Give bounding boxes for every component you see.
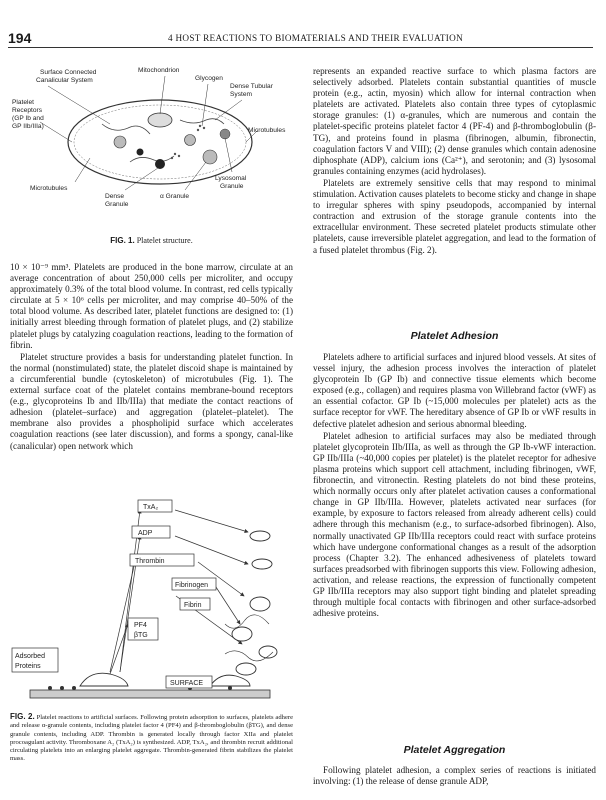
- glycogen-particle: [197, 129, 199, 131]
- label-lysosomal-granule: Granule: [220, 183, 244, 190]
- label-txa2: TxA₂: [143, 504, 159, 511]
- aggregating-platelet: [236, 663, 256, 675]
- label-gpiib: GP IIb/IIIa): [12, 123, 44, 130]
- label-fibrinogen: Fibrinogen: [175, 582, 209, 589]
- right-column-text-top: [313, 66, 596, 257]
- label-mitochondrion: Mitochondrion: [138, 67, 180, 74]
- glycogen-particle: [199, 125, 201, 127]
- adherent-platelet: [210, 675, 250, 686]
- running-head: 4 HOST REACTIONS TO BIOMATERIALS AND THEIR EVALUATION: [168, 33, 464, 43]
- label-dense-tubular: Dense Tubular: [230, 83, 273, 90]
- leader-line: [160, 76, 165, 114]
- figure-1-platelet-structure: [10, 62, 293, 220]
- label-platelet: Platelet: [12, 99, 34, 106]
- figure-2-platelet-reactions: [10, 484, 293, 709]
- dense-tubular-channel: [180, 119, 224, 124]
- body-paragraph: Platelet structure provides a basis for understanding platelet function. In the normal (nonstimulated) state, the platelet discoid shape is maintained by a circumferential bundle (cytoskeleton) of microtubules (Fig. 1). The external surface coat of the platelet contains membrane-bound receptors (e.g., glycoproteins Ib and IIb/IIIa) that mediate the contact reactions of adhesion (platelet–surface) and aggregation (platelet–platelet). The membrane also provides a phospholipid surface which accelerates coagulation reactions (see later discussion), and forms a spongy, canal-like (canalicular) open network which: [10, 351, 293, 451]
- canalicular-channel: [130, 156, 174, 162]
- adsorbed-protein: [72, 686, 76, 690]
- body-paragraph: Platelets are extremely sensitive cells that may respond to minimal stimulation. Activation causes platelets to become sticky and change in shape to irregular spheres with spiny pseudopods, accompanied by internal contraction and extrusion of the storage granule contents into the extracellular environment. These secreted platelet products stimulate other platelets, cause irreversible platelet aggregation, and lead to the formation of a fused platelet thrombus (Fig. 2).: [313, 177, 596, 255]
- alpha-granule-shape: [203, 150, 217, 164]
- label-system: System: [230, 91, 252, 98]
- page-number: 194: [8, 30, 32, 46]
- label-btg: βTG: [134, 632, 148, 639]
- label-gpib-and: (GP Ib and: [12, 115, 44, 122]
- fibrin-strand: [225, 615, 269, 628]
- adsorbed-protein: [48, 686, 52, 690]
- label-pf4: PF4: [134, 622, 147, 629]
- aggregating-platelet: [250, 597, 270, 611]
- label-microtubules-left: Microtubules: [30, 185, 68, 192]
- label-canalicular: Canalicular System: [36, 77, 93, 84]
- circulating-platelet: [252, 559, 272, 569]
- glycogen-particle: [178, 155, 180, 157]
- alpha-granule-shape: [185, 135, 196, 146]
- body-paragraph: Following platelet adhesion, a complex series of reactions is initiated involving: (1) the release of dense granule ADP,: [313, 765, 596, 787]
- section-heading-platelet-adhesion: Platelet Adhesion: [410, 330, 499, 342]
- label-proteins: Proteins: [15, 663, 41, 670]
- body-paragraph: represents an expanded reactive surface to which plasma factors are selectively adsorbed. Platelets contain substantial quantities of muscle protein (e.g., actin, myosin) which allow for internal contraction when platelets are activated. Platelets also contain three types of cytoplasmic storage granules: (1) α-granules, which are numerous and contain the platelet-specific proteins platelet factor 4 (PF-4) and β-thromboglobulin (β-TG), and proteins found in plasma (fibrinogen, albumin, fibronectin, coagulation factors V and VIII); (2) dense granules which contain adenosine diphosphate (ADP), calcium ions (Ca²⁺), and serotonin; and (3) lysosomal granules containing enzymes (acid hydrolases).: [313, 66, 596, 176]
- figure-1-caption-text: Platelet structure.: [136, 236, 193, 245]
- dense-granule-shape: [137, 149, 144, 156]
- surface-bar: [30, 690, 270, 698]
- left-column-text: [10, 262, 293, 453]
- figure-2-label: FIG. 2.: [10, 712, 35, 721]
- label-dense: Dense: [105, 193, 125, 200]
- leader-line: [225, 138, 232, 172]
- figure-1-label: FIG. 1.: [110, 236, 135, 245]
- circulating-platelet: [250, 531, 270, 541]
- right-column-text-aggregation: [313, 765, 596, 788]
- leader-line: [75, 158, 90, 182]
- glycogen-particle: [171, 157, 173, 159]
- glycogen-particle: [203, 127, 205, 129]
- label-adsorbed: Adsorbed: [15, 653, 45, 660]
- leader-line: [40, 122, 72, 142]
- label-lysosomal: Lysosomal: [215, 175, 247, 182]
- figure-2-caption-text: Platelet reactions to artificial surfaces. Following protein adsorption to surfaces, platelets adhere and release α-granule contents, including platelet factor 4 (PF4) and β-thromboglobulin (βTG), and dense granule contents, including ADP. Thrombin is generated locally through factor XIIa and platelet procoagulant activity. Thromboxane A₂ (TxA₂) is synthesized. ADP, TxA₂, and thrombin recruit additional circulating platelets into an enlarging platelet aggregate. Thrombin-generated fibrin stabilizes the platelet mass.: [10, 714, 293, 763]
- label-alpha-granule: α Granule: [160, 193, 190, 200]
- leader-line: [125, 168, 158, 190]
- label-dense-granule: Granule: [105, 201, 129, 208]
- adsorbed-protein: [60, 686, 64, 690]
- leader-line: [185, 162, 206, 190]
- alpha-granule-shape: [114, 136, 126, 148]
- leader-line: [48, 86, 110, 124]
- reaction-arrow: [175, 510, 248, 532]
- lysosomal-granule-shape: [220, 129, 230, 139]
- label-microtubules-right: Microtubules: [248, 127, 286, 134]
- body-paragraph: Platelet adhesion to artificial surfaces may also be mediated through platelet glycoprotein IIb/IIIa, as well as through the GP Ib-vWF interaction. GP IIb/IIIa (~40,000 copies per platelet) is the platelet receptor for adhesive plasma proteins which support cell attachment, including fibrinogen, vWF, fibronectin, and vitronectin. Resting platelets do not bind these proteins, which normally occurs only after platelet activation causes a conformational change in GP IIb/IIIa. However, platelets activated near surfaces (for example, by exposure to factors released from already adherent cells) could adhere through this mechanism (e.g., to surface-adsorbed fibrinogen). Also, normally unactivated GP IIb/IIIa receptors could react with surface proteins which have undergone conformational changes as a result of the adsorption process (Chapter 3.2). The enhanced adhesiveness of platelets toward surfaces preadsorbed with fibrinogen supports this view. Following adhesion, activation, and release reactions, the expression of functionally competent GP IIb/IIIa receptors may also support tight binding and platelet spreading through multiple focal contacts with fibrinogen and other surface-adsorbed adhesive proteins.: [313, 430, 596, 619]
- label-surface: SURFACE: [170, 680, 204, 687]
- adsorbed-protein: [228, 686, 232, 690]
- section-heading-platelet-aggregation: Platelet Aggregation: [403, 744, 506, 756]
- right-column-text-adhesion: [313, 352, 596, 620]
- body-paragraph: 10 × 10⁻⁹ mm³. Platelets are produced in the bone marrow, circulate at an average concentration of about 250,000 cells per microliter, and occupy approximately 0.3% of the total blood volume. In contrast, red cells typically circulate at 5 × 10⁶ cells per microliter, and may comprise 40–50% of the total blood volume. As described later, platelet functions are designed to: (1) initially arrest bleeding through formation of platelet plugs, and (2) stabilize platelet plugs by catalyzing coagulation reactions, leading to the formation of fibrin.: [10, 262, 293, 350]
- adherent-platelet: [80, 673, 128, 686]
- page-header: [8, 30, 593, 48]
- figure-2-caption: [10, 713, 293, 764]
- label-surface-connected: Surface Connected: [40, 69, 97, 76]
- mitochondrion-shape: [148, 113, 172, 127]
- label-fibrin: Fibrin: [184, 602, 202, 609]
- canalicular-channel: [102, 124, 150, 134]
- body-paragraph: Platelets adhere to artificial surfaces and injured blood vessels. At sites of vessel injury, the adhesion process involves the interaction of platelet glycoprotein Ib (GP Ib) and connective tissue elements which become exposed (e.g., collagen) and requires plasma von Willebrand factor (vWF) as an essential cofactor. GP Ib (~15,000 molecules per platelet) acts as the surface receptor for vWF. The hereditary absence of GP Ib or vWF results in defective platelet adhesion and serious abnormal bleeding.: [313, 352, 596, 429]
- label-adp: ADP: [138, 530, 153, 537]
- figure-1-caption: [10, 236, 293, 245]
- dense-granule-shape: [155, 159, 165, 169]
- label-thrombin: Thrombin: [135, 558, 165, 565]
- glycogen-particle: [174, 153, 176, 155]
- label-receptors: Receptors: [12, 107, 43, 114]
- label-glycogen: Glycogen: [195, 75, 223, 82]
